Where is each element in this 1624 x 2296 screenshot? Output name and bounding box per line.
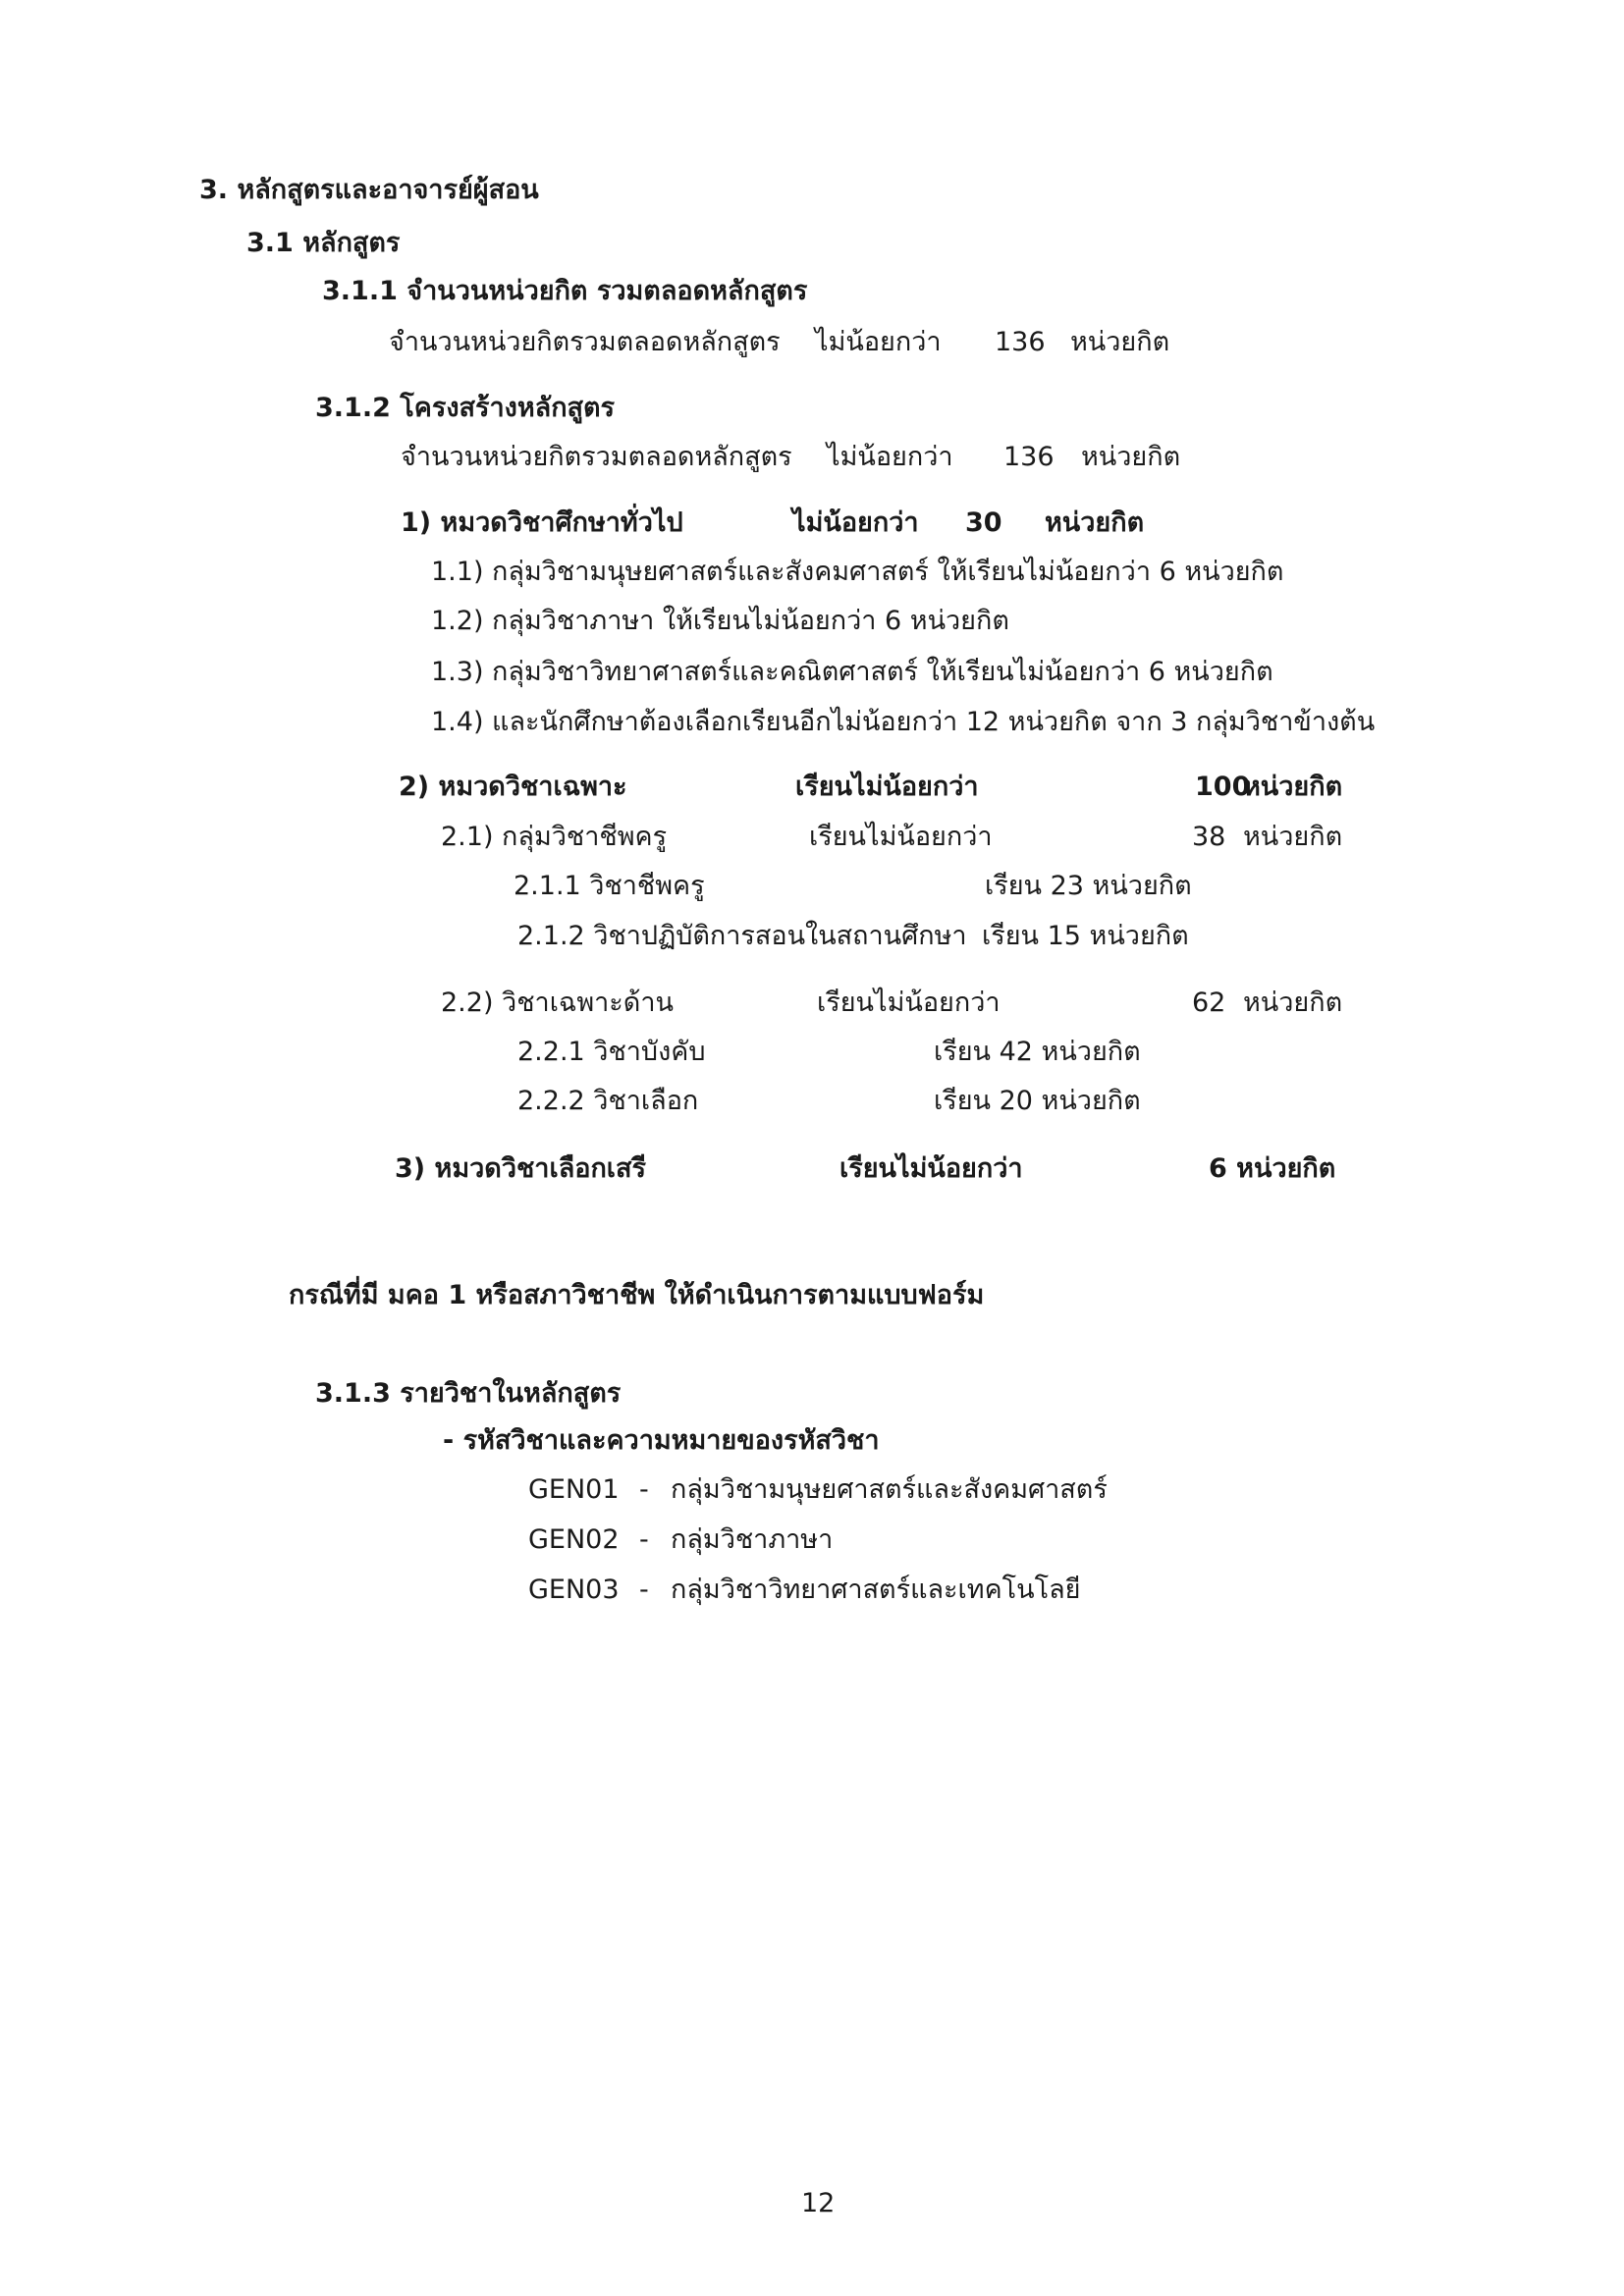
g1-unit: หน่วยกิต <box>1045 507 1145 538</box>
note-text: กรณีที่มี มคอ 1 หรือสภาวิชาชีพ ให้ดำเนินการตามแบบฟอร์ม <box>289 1280 985 1310</box>
g3-min: เรียนไม่น้อยกว่า <box>839 1153 1023 1184</box>
g21-min: เรียนไม่น้อยกว่า <box>809 822 993 852</box>
course-code-desc: กลุ่มวิชามนุษยศาสตร์และสังคมศาสตร์ <box>671 1474 1108 1505</box>
course-code-dash: - <box>639 1524 649 1555</box>
s312-num: 136 <box>1003 442 1055 472</box>
g1-item: 1.2) กลุ่มวิชาภาษา ให้เรียนไม่น้อยกว่า 6 หน่วยกิต <box>431 606 1009 636</box>
g211-label: 2.1.1 วิชาชีพครู <box>514 871 705 901</box>
g1-num: 30 <box>965 507 1002 538</box>
g22-unit: หน่วยกิต <box>1243 988 1343 1018</box>
s311-min: ไม่น้อยกว่า <box>815 327 942 357</box>
subsection-title: 3.1 หลักสูตร <box>246 228 401 258</box>
course-code: GEN03 <box>528 1575 620 1605</box>
s312-unit: หน่วยกิต <box>1081 442 1181 472</box>
section-title: 3. หลักสูตรและอาจารย์ผู้สอน <box>199 175 539 205</box>
g221-credit: เรียน 42 หน่วยกิต <box>934 1037 1141 1067</box>
course-code-dash: - <box>639 1575 649 1605</box>
g222-label: 2.2.2 วิชาเลือก <box>517 1086 699 1116</box>
s312-title: 3.1.2 โครงสร้างหลักสูตร <box>315 393 616 423</box>
s311-num: 136 <box>995 327 1046 357</box>
g2-num: 100 <box>1195 772 1251 802</box>
g21-label: 2.1) กลุ่มวิชาชีพครู <box>441 822 668 852</box>
s311-unit: หน่วยกิต <box>1070 327 1170 357</box>
s311-title: 3.1.1 จำนวนหน่วยกิต รวมตลอดหลักสูตร <box>322 276 808 306</box>
g22-label: 2.2) วิชาเฉพาะด้าน <box>441 988 674 1018</box>
course-code-desc: กลุ่มวิชาภาษา <box>671 1524 834 1555</box>
course-code: GEN02 <box>528 1524 620 1555</box>
g21-unit: หน่วยกิต <box>1243 822 1343 852</box>
g21-num: 38 <box>1192 822 1226 852</box>
g1-item: 1.1) กลุ่มวิชามนุษยศาสตร์และสังคมศาสตร์ ให้เรียนไม่น้อยกว่า 6 หน่วยกิต <box>431 557 1284 587</box>
g2-unit: หน่วยกิต <box>1243 772 1343 802</box>
g221-label: 2.2.1 วิชาบังคับ <box>517 1037 706 1067</box>
g1-item: 1.4) และนักศึกษาต้องเลือกเรียนอีกไม่น้อยกว่า 12 หน่วยกิต จาก 3 กลุ่มวิชาข้างต้น <box>431 707 1376 737</box>
g211-credit: เรียน 23 หน่วยกิต <box>985 871 1192 901</box>
g22-num: 62 <box>1192 988 1226 1018</box>
g212-label: 2.1.2 วิชาปฏิบัติการสอนในสถานศึกษา <box>517 921 967 951</box>
g3-credit: 6 หน่วยกิต <box>1209 1153 1336 1184</box>
s313-subtitle: - รหัสวิชาและความหมายของรหัสวิชา <box>443 1425 880 1456</box>
page-number: 12 <box>801 2188 836 2218</box>
s312-min: ไม่น้อยกว่า <box>827 442 953 472</box>
g1-min: ไม่น้อยกว่า <box>792 507 919 538</box>
g2-label: 2) หมวดวิชาเฉพาะ <box>399 772 627 802</box>
g1-label: 1) หมวดวิชาศึกษาทั่วไป <box>401 507 683 538</box>
g1-item: 1.3) กลุ่มวิชาวิทยาศาสตร์และคณิตศาสตร์ ให้เรียนไม่น้อยกว่า 6 หน่วยกิต <box>431 657 1273 687</box>
s312-text: จำนวนหน่วยกิตรวมตลอดหลักสูตร <box>401 442 792 472</box>
course-code-desc: กลุ่มวิชาวิทยาศาสตร์และเทคโนโลยี <box>671 1575 1081 1605</box>
g212-credit: เรียน 15 หน่วยกิต <box>982 921 1189 951</box>
g3-label: 3) หมวดวิชาเลือกเสรี <box>395 1153 647 1184</box>
g2-min: เรียนไม่น้อยกว่า <box>795 772 979 802</box>
s313-title: 3.1.3 รายวิชาในหลักสูตร <box>315 1378 622 1409</box>
g222-credit: เรียน 20 หน่วยกิต <box>934 1086 1141 1116</box>
course-code-dash: - <box>639 1474 649 1505</box>
course-code: GEN01 <box>528 1474 620 1505</box>
g22-min: เรียนไม่น้อยกว่า <box>817 988 1001 1018</box>
s311-text: จำนวนหน่วยกิตรวมตลอดหลักสูตร <box>389 327 781 357</box>
